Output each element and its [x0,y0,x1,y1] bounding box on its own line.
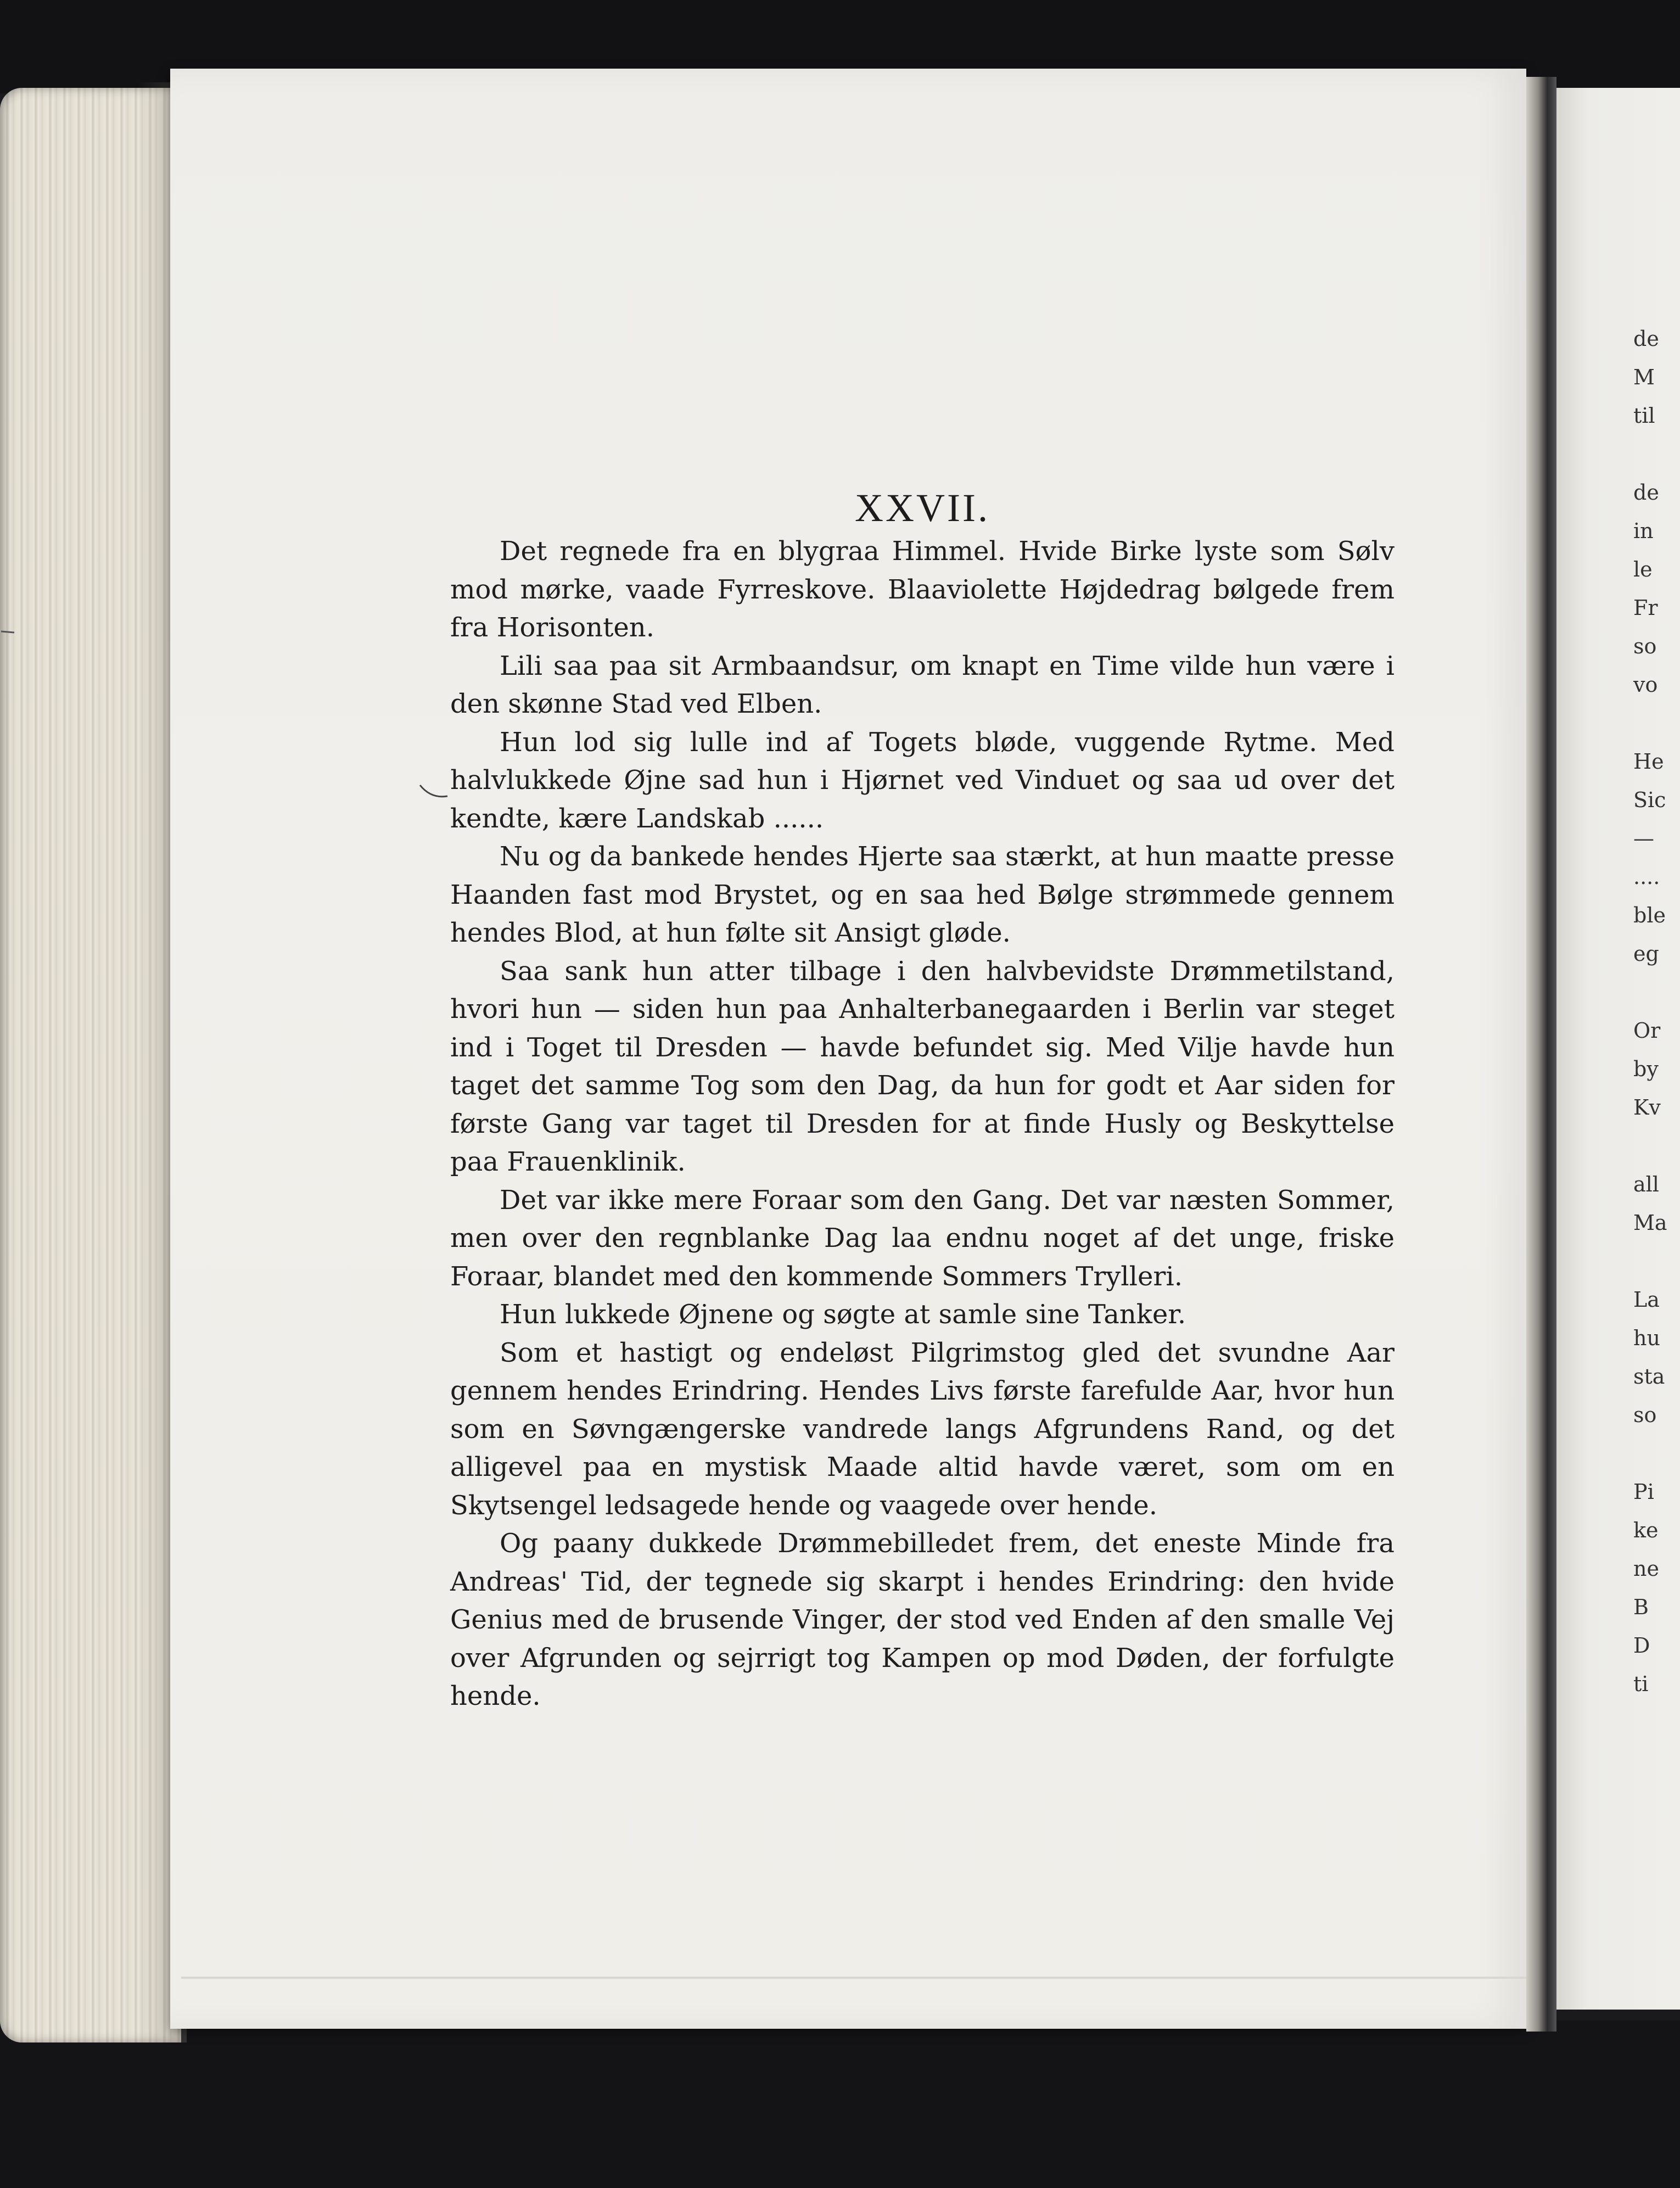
right-fragment: til [1633,404,1655,428]
paragraph: Det var ikke mere Foraar som den Gang. Det var næsten Sommer, men over den regnblanke Dag laa endnu noget af det unge, friske Foraar, blandet med den kommende Sommers Trylleri. [450,1184,1395,1292]
right-fragment: sta [1633,1364,1665,1389]
paragraph: Saa sank hun atter tilbage i den halvbevidste Drømmetilstand, hvori hun — siden hun paa Anhalterbanegaarden i Berlin var steget ind i Toget til Dresden — havde befundet sig. Med Vilje havde hun taget det samme Tog som den Dag, da hun for godt et Aar siden for første Gang var taget til Dresden for at finde Husly og Beskyttelse paa Frauenklinik. [450,955,1395,1177]
right-fragment: vo [1633,673,1658,697]
right-fragment: ke [1633,1518,1659,1542]
pencil-tick-icon [0,626,16,637]
right-fragment: — [1633,826,1654,850]
right-fragment: Sic [1633,788,1666,812]
right-fragment: Kv [1633,1095,1661,1120]
page-bottom-edge [181,1977,1526,1979]
paragraph: Nu og da bankede hendes Hjerte saa stærkt, at hun maatte presse Haanden fast mod Brystet, og en saa hed Bølge strømmede gennem hendes Blod, at hun følte sit Ansigt gløde. [450,841,1395,948]
right-fragment: de [1633,480,1659,505]
paragraph: Som et hastigt og endeløst Pilgrimstog gled det svundne Aar gennem hendes Erindring. Hendes Livs første farefulde Aar, hvor hun som en Søvngængerske vandrede langs Afgrundens Rand, og det alligevel paa en mystisk Maade altid havde været, som om en Skytsengel ledsagede hende og vaagede over hende. [450,1337,1395,1521]
right-fragment: ble [1633,903,1666,927]
paragraph: Og paany dukkede Drømmebilledet frem, det eneste Minde fra Andreas' Tid, der tegnede sig skarpt i hendes Erindring: den hvide Genius med de brusende Vinger, der stod ved Enden af den smalle Vej over Afgrunden og sejrrigt tog Kampen op mod Døden, der forfulgte hende. [450,1528,1395,1711]
right-fragment: B [1633,1595,1649,1619]
right-fragment: .... [1633,865,1660,889]
right-fragment: so [1633,1403,1657,1427]
right-fragment: eg [1633,942,1659,966]
right-fragment: D [1633,1633,1650,1658]
right-fragment: ti [1633,1672,1649,1696]
right-fragment: M [1633,365,1655,389]
right-fragment: Ma [1633,1211,1667,1235]
right-fragment: le [1633,557,1653,581]
right-fragment: La [1633,1288,1660,1312]
right-fragment: in [1633,519,1654,543]
right-fragment: de [1633,327,1659,351]
book-gutter [1526,77,1556,2032]
chapter-title: XXVII. [855,486,990,530]
paragraph: Det regnede fra en blygraa Himmel. Hvide Birke lyste som Sølv mod mørke, vaade Fyrreskove. Blaaviolette Højdedrag bølgede frem fra Horisonten. [450,536,1395,643]
right-fragment: hu [1633,1326,1660,1350]
right-fragment: ne [1633,1557,1659,1581]
backdrop-bottom [0,2021,1680,2188]
paragraph: Hun lod sig lulle ind af Togets bløde, vuggende Rytme. Med halvlukkede Øjne sad hun i Hjørnet ved Vinduet og saa ud over det kendte, kære Landskab ...... [450,726,1395,834]
paragraph: Lili saa paa sit Armbaandsur, om knapt en Time vilde hun være i den skønne Stad ved Elben. [450,650,1395,719]
right-fragment: so [1633,634,1657,658]
right-fragment: by [1633,1057,1659,1081]
pencil-mark-icon [417,780,450,802]
right-fragment: Fr [1633,596,1658,620]
right-fragment: Or [1633,1019,1661,1043]
right-fragment: all [1633,1172,1659,1196]
paragraph: Hun lukkede Øjnene og søgte at samle sine Tanker. [500,1299,1186,1330]
page-text-block [450,483,1395,1716]
right-fragment: Pi [1633,1480,1654,1504]
right-fragment: He [1633,749,1664,774]
